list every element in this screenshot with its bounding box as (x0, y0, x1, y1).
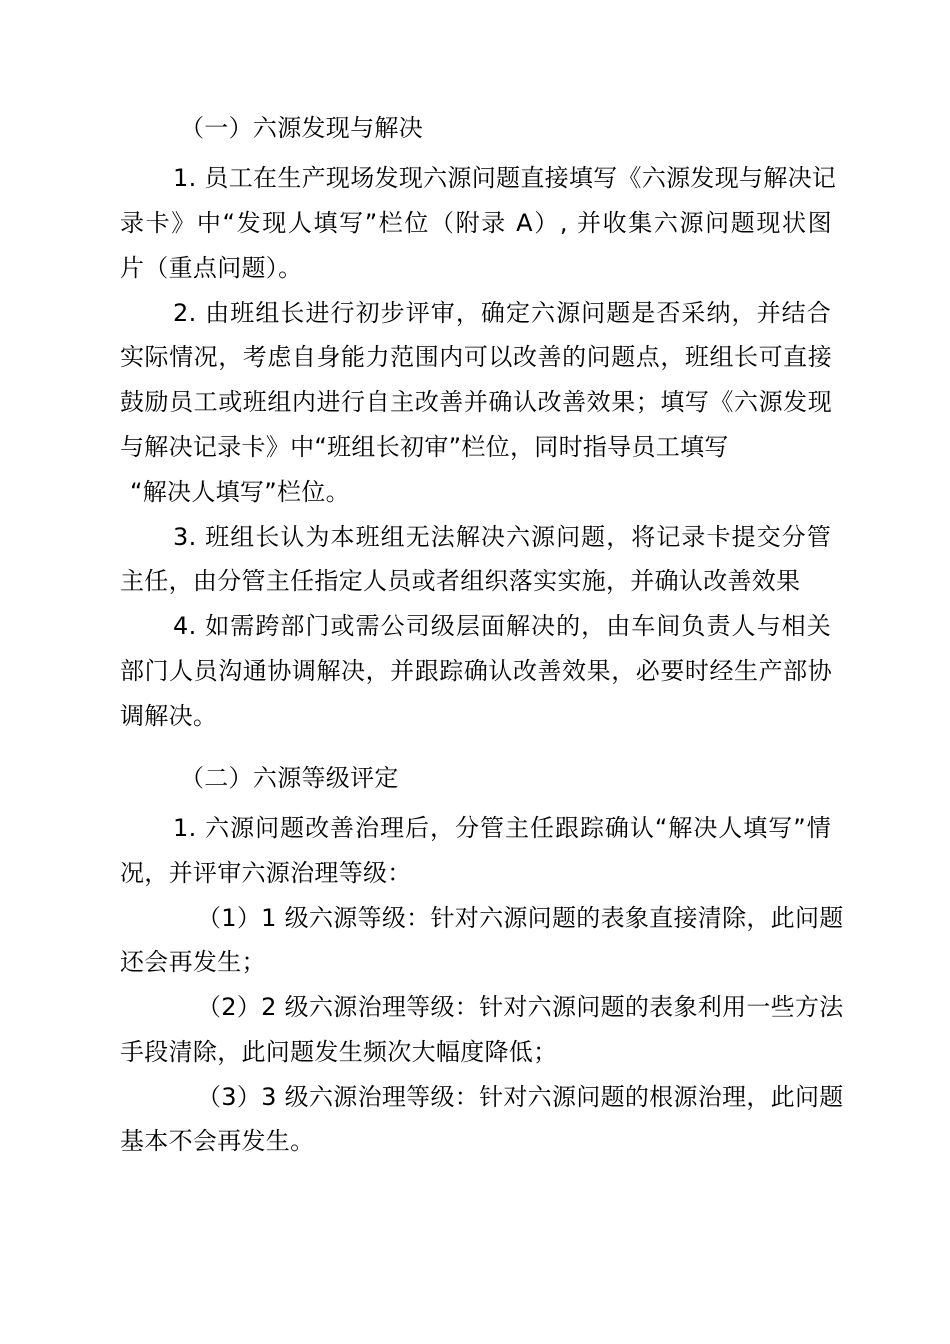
level2-line2: 手段清除，此问题发生频次大幅度降低； (120, 1038, 558, 1066)
s2-item1-line2: 况，并评审六源治理等级： (120, 859, 412, 887)
s1-item4-line3: 调解决。 (120, 702, 218, 730)
s1-item4-line1: 4. 如需跨部门或需公司级层面解决的，由车间负责人与相关 (173, 612, 831, 640)
s1-item2-line5: “解决人填写”栏位。 (130, 478, 350, 506)
s1-item3-line2: 主任，由分管主任指定人员或者组织落实实施，并确认改善效果 (120, 567, 801, 595)
s2-item1-line1: 1. 六源问题改善治理后，分管主任跟踪确认“解决人填写”情 (173, 814, 831, 842)
level1-line1: （1）1 级六源等级：针对六源问题的表象直接清除，此问题 (197, 904, 844, 932)
section2-heading: （二）六源等级评定 (180, 764, 399, 792)
section1-heading: （一）六源发现与解决 (180, 114, 423, 142)
level2-line1: （2）2 级六源治理等级：针对六源问题的表象利用一些方法 (197, 993, 844, 1021)
s1-item1-line1: 1. 员工在生产现场发现六源问题直接填写《六源发现与解决记 (173, 164, 837, 192)
s1-item3-line1: 3. 班组长认为本班组无法解决六源问题，将记录卡提交分管 (173, 523, 831, 551)
level3-line1: （3）3 级六源治理等级：针对六源问题的根源治理，此问题 (197, 1083, 844, 1111)
s1-item1-line3: 片（重点问题）。 (120, 254, 303, 282)
s1-item4-line2: 部门人员沟通协调解决，并跟踪确认改善效果，必要时经生产部协 (120, 657, 832, 685)
s1-item2-line1: 2. 由班组长进行初步评审，确定六源问题是否采纳，并结合 (173, 299, 831, 327)
s1-item1-line2: 录卡》中“发现人填写”栏位（附录 A）, 并收集六源问题现状图 (120, 209, 832, 237)
level1-line2: 还会再发生； (120, 948, 266, 976)
s1-item2-line2: 实际情况，考虑自身能力范围内可以改善的问题点，班组长可直接 (120, 343, 832, 371)
level3-line2: 基本不会再发生。 (120, 1127, 315, 1155)
s1-item2-line3: 鼓励员工或班组内进行自主改善并确认改善效果；填写《六源发现 (120, 388, 832, 416)
s1-item2-line4: 与解决记录卡》中“班组长初审”栏位，同时指导员工填写 (120, 433, 729, 461)
